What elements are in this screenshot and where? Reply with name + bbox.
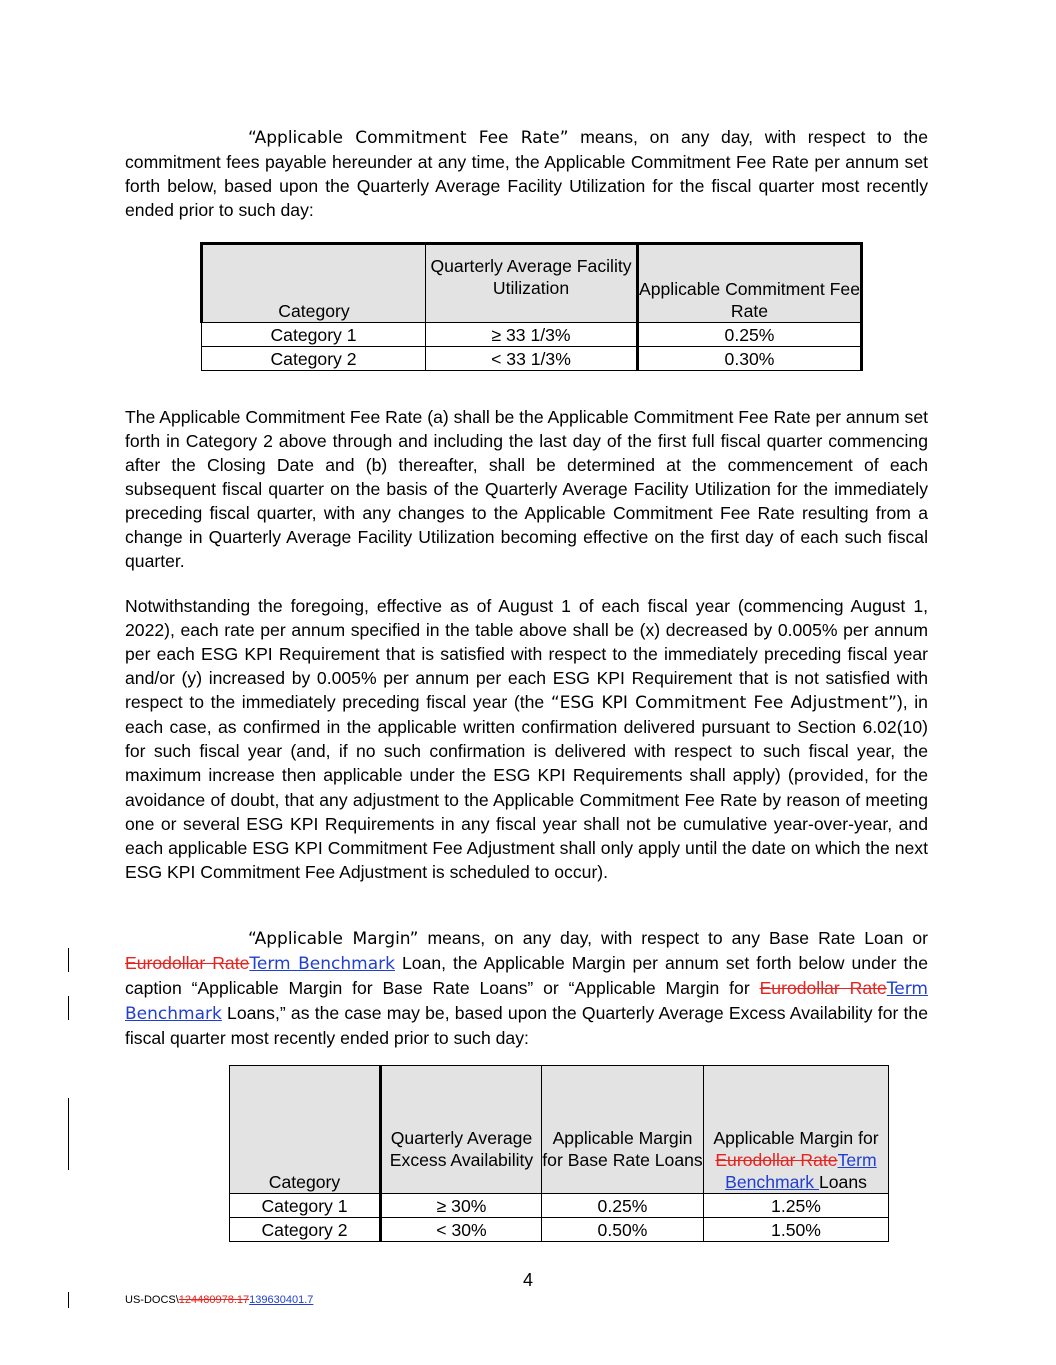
provided-term: provided [793,766,864,785]
definition-text: Loans,” as the case may be, based upon the Quarterly Average Excess Availability for the fiscal quarter most recently ended prior to such day: [125,1003,928,1048]
header-base-rate-margin: Applicable Margin for Base Rate Loans [542,1066,704,1194]
table-header-row [202,244,862,323]
deleted-text: Eurodollar Rate [715,1150,838,1170]
table-row [230,1194,889,1218]
fee-rate-determination-paragraph: The Applicable Commitment Fee Rate (a) shall be the Applicable Commitment Fee Rate per annum set forth in Category 2 above through and including the last day of the first full fiscal quarter commencing after the Closing Date and (b) thereafter, shall be determined at the commencement of each subsequent fiscal quarter on the basis of the Quarterly Average Facility Utilization for the immediately preceding fiscal quarter, with any changes to the Applicable Commitment Fee Rate resulting from a change in Quarterly Average Facility Utilization becoming effective on the first day of each such fiscal quarter. [125,407,928,571]
cell-category: Category 2 [230,1218,381,1242]
applicable-commitment-fee-rate-definition [125,125,928,222]
definition-text: means, on any day, with respect to any Base Rate Loan or [418,928,929,948]
header-category: Category [202,244,426,323]
cell-fee-rate: 0.30% [638,347,862,371]
cell-utilization: ≥ 33 1/3% [426,323,638,347]
cell-base-rate: 0.50% [542,1218,704,1242]
cell-utilization: < 33 1/3% [426,347,638,371]
definition-text: Loan, the Applicable Margin per annum set forth below under the caption “Applicable Margin for Base Rate Loans” or “Applicable Margin for [125,953,929,998]
applicable-margin-table [229,1065,889,1242]
change-bar [68,1292,69,1308]
defined-term: “Applicable Margin” [248,929,419,949]
paragraph-text: ), in each case, as confirmed in the applicable written confirmation delivered pursuant to Section 6.02(10) for such fiscal year (and, if no such confirmation is delivered with respect to such fiscal year, the maximum increase then applicable under the ESG KPI Requirements shall apply) ( [125,692,928,785]
inserted-text: Term Benchmark [249,954,395,974]
deleted-doc-number: 124480978.17 [178,1294,250,1306]
cell-term-benchmark: 1.25% [704,1194,889,1218]
cell-category: Category 2 [202,347,426,371]
cell-availability: ≥ 30% [381,1194,542,1218]
change-bar [68,948,69,972]
page-number: 4 [522,1270,533,1290]
cell-category: Category 1 [230,1194,381,1218]
table-row [202,323,862,347]
cell-availability: < 30% [381,1218,542,1242]
cell-category: Category 1 [202,323,426,347]
defined-term: “Applicable Commitment Fee Rate” [248,128,569,148]
header-excess-availability: Quarterly Average Excess Availability [381,1066,542,1194]
cell-fee-rate: 0.25% [638,323,862,347]
inserted-text: Term Benchmark [125,979,928,1024]
table-row [202,347,862,371]
change-bar [68,1098,69,1170]
esg-kpi-adjustment-paragraph [125,594,928,884]
inserted-text: Term Benchmark [725,1150,877,1192]
cell-base-rate: 0.25% [542,1194,704,1218]
table-header-row [230,1066,889,1194]
paragraph-text: , for the avoidance of doubt, that any adjustment to the Applicable Commitment Fee Rate by reason of meeting one or several ESG KPI Requirements in any fiscal year shall not be cumulative year-over-year, and each applicable ESG KPI Commitment Fee Adjustment shall only apply until the date on which the next ESG KPI Commitment Fee Adjustment is scheduled to occur). [125,765,928,882]
deleted-text: Eurodollar Rate [759,978,887,998]
header-facility-utilization: Quarterly Average Facility Utilization [426,244,638,323]
header-text: Loans [818,1172,867,1192]
change-bar [68,996,69,1020]
paragraph-text: Notwithstanding the foregoing, effective as of August 1 of each fiscal year (commencing August 1, 2022), each rate per annum specified in the table above shall be (x) decreased by 0.005% per annum per each ESG KPI Requirement that is satisfied with respect to the immediately preceding fiscal year and/or (y) increased by 0.005% per annum per each ESG KPI Requirement that is not satisfied with respect to the immediately preceding fiscal year (the [125,596,928,712]
header-category: Category [230,1066,381,1194]
definition-text: means, on any day, with respect to the commitment fees payable hereunder at any time, the Applicable Commitment Fee Rate per annum set forth below, based upon the Quarterly Average Facility Utilization for the fiscal quarter most recently ended prior to such day: [125,127,928,220]
commitment-fee-rate-table [200,242,863,371]
doc-id-prefix: US-DOCS\ [125,1294,179,1306]
header-commitment-fee-rate: Applicable Commitment Fee Rate [638,244,862,323]
header-text: Applicable Margin for [713,1128,879,1148]
table-row [230,1218,889,1242]
applicable-margin-definition [125,926,928,1050]
cell-term-benchmark: 1.50% [704,1218,889,1242]
document-id [125,1294,313,1306]
defined-term: “ESG KPI Commitment Fee Adjustment” [550,693,897,713]
inserted-doc-number: 139630401.7 [249,1294,314,1306]
deleted-text: Eurodollar Rate [125,953,250,973]
header-term-benchmark-margin [704,1066,889,1194]
